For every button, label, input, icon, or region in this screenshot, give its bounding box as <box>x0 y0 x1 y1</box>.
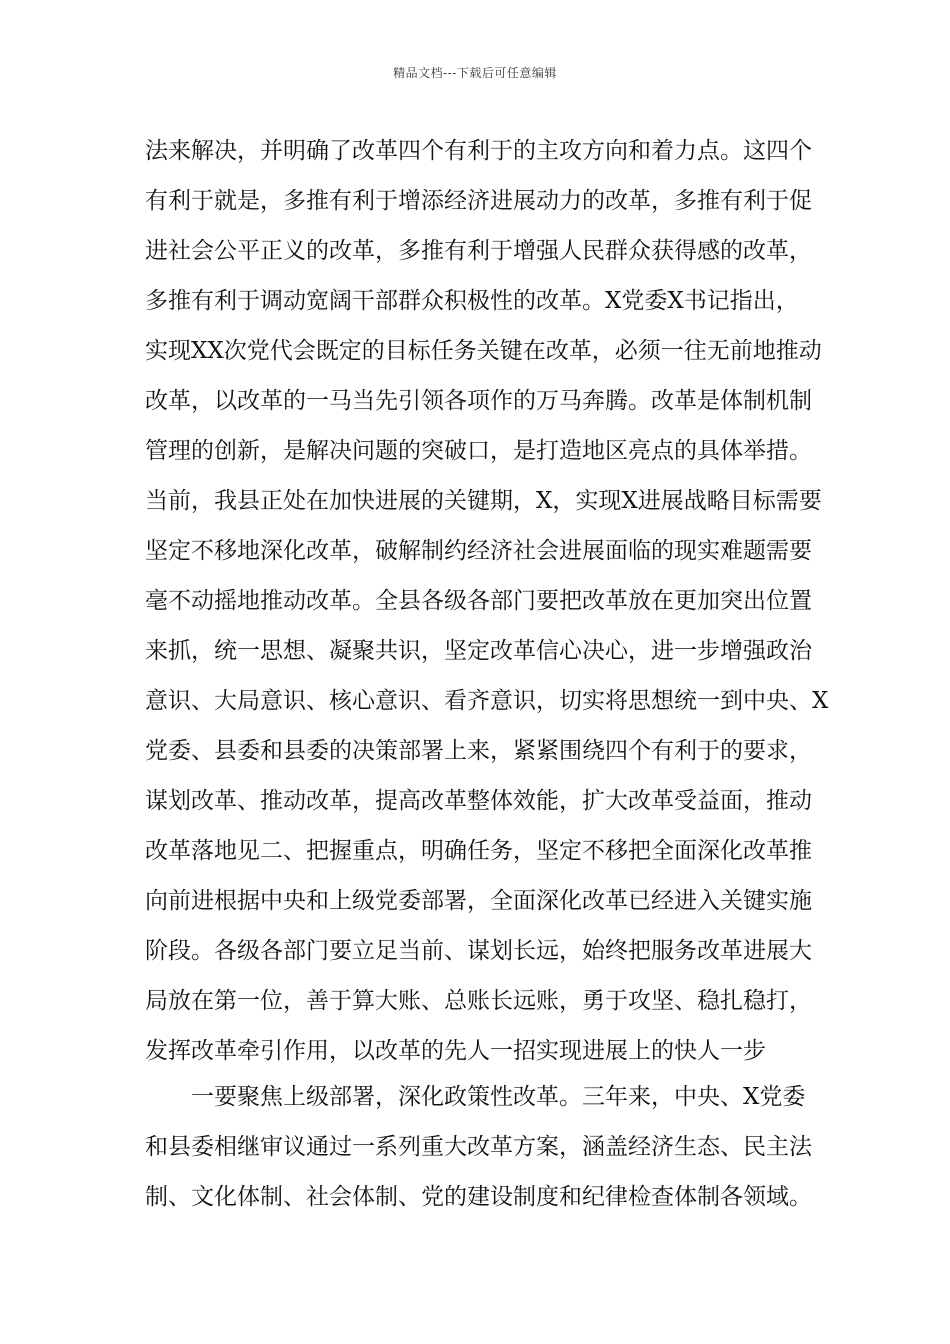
text-line: 党委、县委和县委的决策部署上来，紧紧围绕四个有利于的要求， <box>145 738 812 764</box>
paragraph-1 <box>145 126 829 1076</box>
text-line: 当前，我县正处在加快进展的关键期，X，实现X进展战略目标需要 <box>145 488 822 514</box>
text-line: 实现XX次党代会既定的目标任务关键在改革，必须一往无前地推动 <box>145 338 822 364</box>
text-line: 毫不动摇地推动改革。全县各级各部门要把改革放在更加突出位置 <box>145 588 812 614</box>
text-line: 制、文化体制、社会体制、党的建设制度和纪律检查体制各领域。 <box>145 1184 812 1210</box>
text-line: 向前进根据中央和上级党委部署，全面深化改革已经进入关键实施 <box>145 888 812 914</box>
text-line: 改革，以改革的一马当先引领各项作的万马奔腾。改革是体制机制 <box>145 388 812 414</box>
text-line: 局放在第一位，善于算大账、总账长远账，勇于攻坚、稳扎稳打， <box>145 988 812 1014</box>
text-line: 改革落地见二、把握重点，明确任务，坚定不移把全面深化改革推 <box>145 838 812 864</box>
text-line: 谋划改革、推动改革，提高改革整体效能，扩大改革受益面，推动 <box>145 788 812 814</box>
text-line: 法来解决，并明确了改革四个有利于的主攻方向和着力点。这四个 <box>145 138 812 164</box>
text-line: 多推有利于调动宽阔干部群众积极性的改革。X党委X书记指出， <box>145 288 799 314</box>
text-line: 阶段。各级各部门要立足当前、谋划长远，始终把服务改革进展大 <box>145 938 812 964</box>
text-line: 来抓，统一思想、凝聚共识，坚定改革信心决心，进一步增强政治 <box>145 638 812 664</box>
text-line: 和县委相继审议通过一系列重大改革方案，涵盖经济生态、民主法 <box>145 1134 812 1160</box>
text-line: 坚定不移地深化改革，破解制约经济社会进展面临的现实难题需要 <box>145 538 812 564</box>
text-line: 一要聚焦上级部署，深化政策性改革。三年来，中央、X党委 <box>191 1084 806 1110</box>
text-line: 有利于就是，多推有利于增添经济进展动力的改革，多推有利于促 <box>145 188 812 214</box>
page-header: 精品文档---下载后可任意编辑 <box>393 66 557 80</box>
text-line: 意识、大局意识、核心意识、看齐意识，切实将思想统一到中央、X <box>145 688 829 714</box>
paragraph-2 <box>145 1072 812 1222</box>
text-line: 管理的创新，是解决问题的突破口，是打造地区亮点的具体举措。 <box>145 438 812 464</box>
text-line: 发挥改革牵引作用，以改革的先人一招实现进展上的快人一步 <box>145 1038 766 1064</box>
text-line: 进社会公平正义的改革，多推有利于增强人民群众获得感的改革， <box>145 238 812 264</box>
